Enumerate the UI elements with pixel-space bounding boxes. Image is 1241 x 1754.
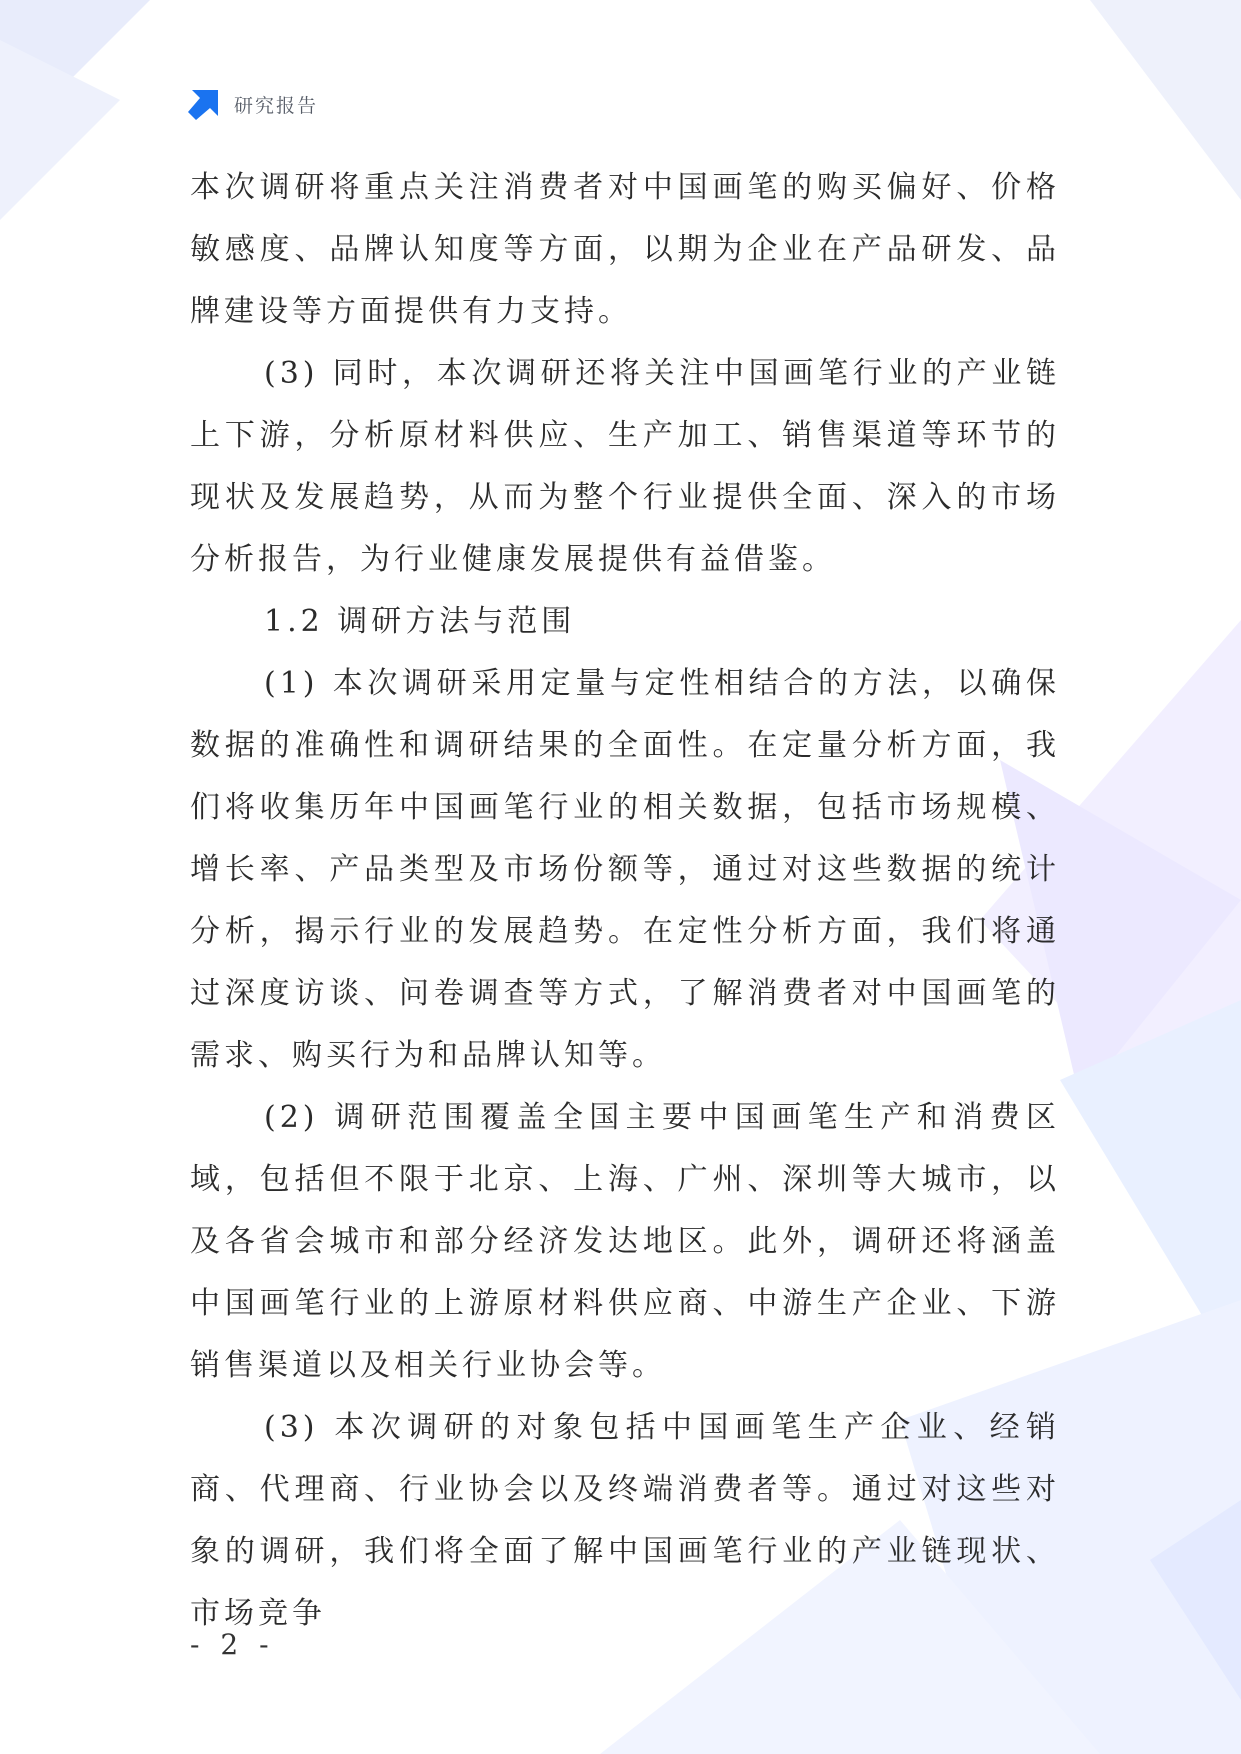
- paragraph-4: (2) 调研范围覆盖全国主要中国画笔生产和消费区域，包括但不限于北京、上海、广州、深圳等大城市，以及各省会城市和部分经济发达地区。此外，调研还将涵盖中国画笔行业的上游原材料供应商、中游生产企业、下游销售渠道以及相关行业协会等。: [190, 1100, 1060, 1383]
- page-number: - 2 -: [190, 1628, 275, 1661]
- arrow-up-right-icon: [186, 86, 222, 122]
- paragraph-5: (3) 本次调研的对象包括中国画笔生产企业、经销商、代理商、行业协会以及终端消费者等。通过对这些对象的调研，我们将全面了解中国画笔行业的产业链现状、市场竞争: [190, 1410, 1060, 1631]
- report-header: [186, 86, 318, 122]
- paragraph-2: (3) 同时，本次调研还将关注中国画笔行业的产业链上下游，分析原材料供应、生产加工、销售渠道等环节的现状及发展趋势，从而为整个行业提供全面、深入的市场分析报告，为行业健康发展提供有益借鉴。: [190, 356, 1060, 577]
- paragraph-1: 本次调研将重点关注消费者对中国画笔的购买偏好、价格敏感度、品牌认知度等方面，以期为企业在产品研发、品牌建设等方面提供有力支持。: [190, 170, 1060, 329]
- paragraph-3: (1) 本次调研采用定量与定性相结合的方法，以确保数据的准确性和调研结果的全面性。在定量分析方面，我们将收集历年中国画笔行业的相关数据，包括市场规模、增长率、产品类型及市场份额等，通过对这些数据的统计分析，揭示行业的发展趋势。在定性分析方面，我们将通过深度访谈、问卷调查等方式，了解消费者对中国画笔的需求、购买行为和品牌认知等。: [190, 666, 1060, 1073]
- section-heading: 1.2 调研方法与范围: [264, 604, 576, 639]
- report-body: [190, 157, 1060, 1645]
- header-title: 研究报告: [234, 94, 319, 117]
